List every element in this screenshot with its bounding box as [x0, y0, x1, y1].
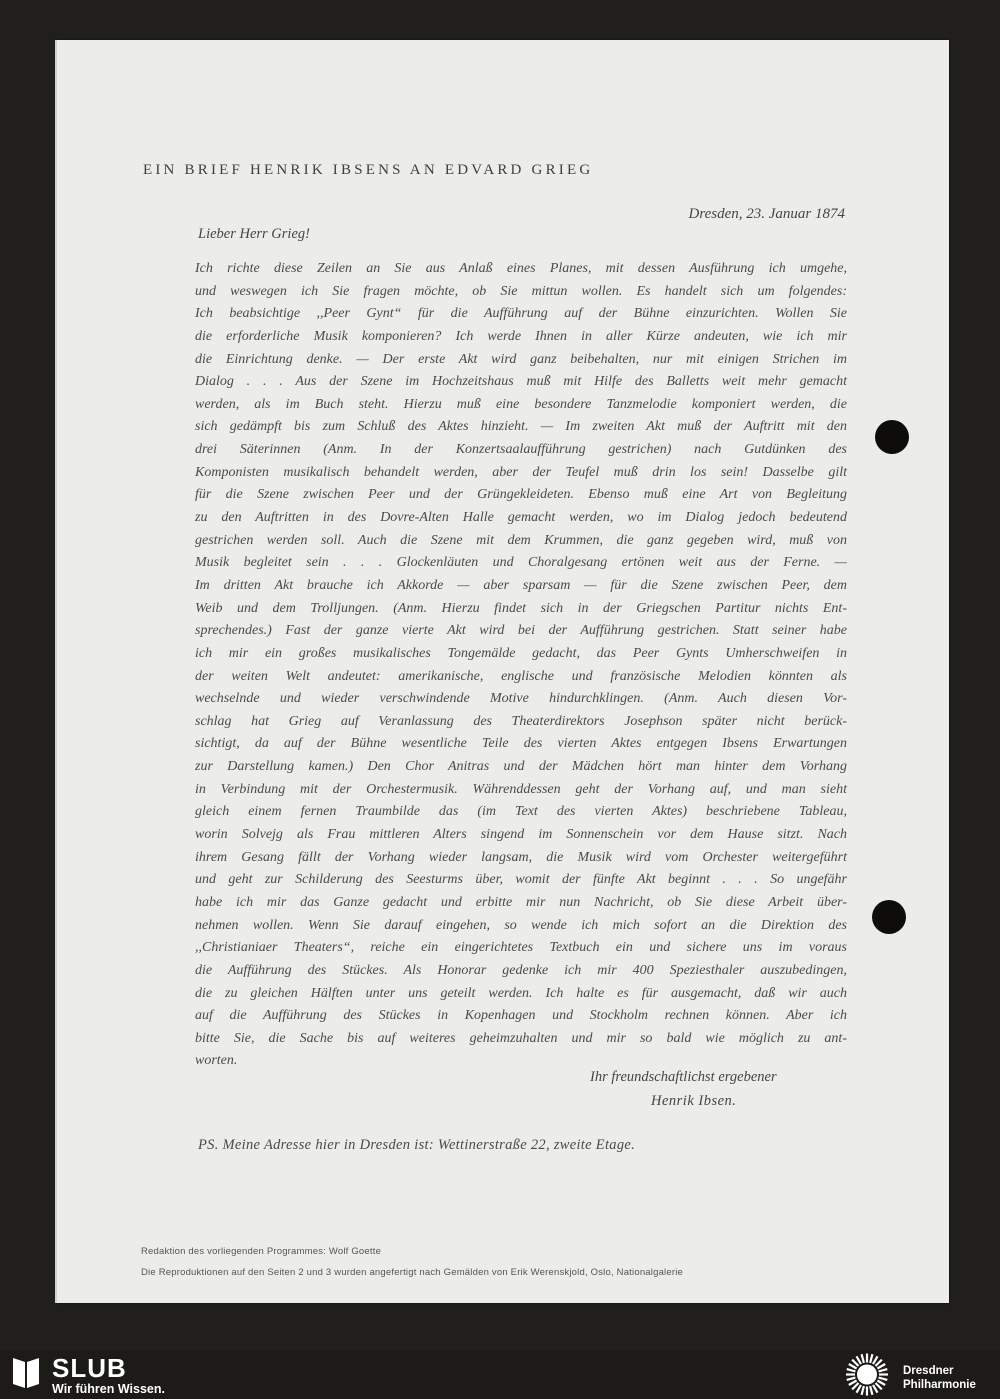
letter-line: Komponisten musikalisch behandelt werden, aber der Teufel muß drin los sein! Dasselbe gilt	[195, 464, 847, 480]
letter-line: worin Solvejg als Frau mittleren Alters singend im Sonnenschein vor dem Hause sitzt. Nach	[195, 827, 847, 843]
letter-postscript: PS. Meine Adresse hier in Dresden ist: Wettinerstraße 22, zweite Etage.	[198, 1137, 636, 1153]
letter-line: wechselnde und wieder verschwindende Motive hindurchklingen. (Anm. Auch diesen Vor-	[195, 691, 847, 707]
letter-line: zu den Auftritten in des Dovre-Alten Halle gemacht werden, wo im Dialog jedoch bedeutend	[195, 510, 847, 526]
letter-line: ihrem Gesang fällt der Vorhang wieder langsam, die Musik wird vom Orchester weitergeführt	[195, 849, 847, 865]
book-icon	[11, 1354, 41, 1390]
letter-line: die erforderliche Musik komponieren? Ich werde Ihnen in aller Kürze andeuten, wie ich mir	[195, 328, 847, 344]
philharmonie-name-line2: Philharmonie	[903, 1379, 976, 1391]
reproduction-credit: Die Reproduktionen auf den Seiten 2 und 3 wurden angefertigt nach Gemälden von Erik Werenskjold, Oslo, Nationalgalerie	[141, 1267, 684, 1278]
letter-date: Dresden, 23. Januar 1874	[688, 206, 845, 222]
letter-line: für die Szene zwischen Peer und der Grüngekleideten. Ebenso muß eine Art von Begleitung	[195, 487, 847, 503]
footer-bar	[0, 1350, 1000, 1399]
slub-tagline: Wir führen Wissen.	[52, 1382, 165, 1396]
slub-name: SLUB	[52, 1353, 127, 1383]
letter-body	[195, 258, 847, 1073]
punch-hole	[875, 420, 909, 454]
letter-signature: Henrik Ibsen.	[651, 1093, 737, 1109]
letter-line: die zu gleichen Hälften unter uns geteilt werden. Ich halte es für ausgemacht, daß wir auch	[195, 985, 847, 1001]
letter-line: die Einrichtung denke. — Der erste Akt wird ganz beibehalten, nur mit einigen Strichen im	[195, 351, 847, 367]
page-title: EIN BRIEF HENRIK IBSENS AN EDVARD GRIEG	[143, 162, 594, 178]
letter-line: bitte Sie, die Sache bis auf weiteres geheimzuhalten und mir so bald wie möglich zu ant-	[195, 1030, 847, 1046]
letter-line: ,,Christianiaer Theaters“, reiche ein eingerichtetes Textbuch ein und sichere uns im voraus	[195, 940, 847, 956]
sunburst-logo	[840, 1351, 894, 1398]
letter-line: sich gedämpft bis zum Schluß des Aktes hinzieht. — Im zweiten Akt muß der Auftritt mit den	[195, 419, 847, 435]
letter-line: Ich beabsichtige ,,Peer Gynt“ für die Aufführung auf der Bühne einzurichten. Wollen Sie	[195, 306, 847, 322]
philharmonie-name	[903, 1364, 976, 1392]
letter-line: sichtigt, da auf der Bühne wesentliche Teile des vierten Aktes entgegen Ibsens Erwartungen	[195, 736, 847, 752]
letter-line: werden, als im Buch steht. Hierzu muß eine besondere Tanzmelodie komponiert werden, die	[195, 396, 847, 412]
letter-line: Im dritten Akt brauche ich Akkorde — aber sparsam — für die Szene zwischen Peer, dem	[195, 577, 847, 593]
letter-line: und weswegen ich Sie fragen möchte, ob Sie mittun wollen. Es handelt sich um folgendes:	[195, 283, 847, 299]
letter-line: nehmen wollen. Wenn Sie darauf eingehen, so wende ich mich sofort an die Direktion des	[195, 917, 847, 933]
letter-line: Ich richte diese Zeilen an Sie aus Anlaß eines Planes, mit dessen Ausführung ich umgehe,	[195, 261, 847, 276]
letter-page	[57, 40, 949, 1303]
letter-line: sprechendes.) Fast der ganze vierte Akt wird bei der Aufführung gestrichen. Statt seiner habe	[195, 623, 847, 639]
letter-line: gleich einem fernen Traumbilde das (im Text des vierten Aktes) beschriebene Tableau,	[195, 804, 847, 820]
letter-line: habe ich mir das Ganze gedacht und erbitte mir nun Nachricht, ob Sie diese Arbeit über-	[195, 894, 847, 910]
letter-line: gestrichen werden soll. Auch die Szene mit dem Krummen, die ganz gegeben wird, muß von	[195, 532, 847, 548]
letter-line: auf die Aufführung des Stückes in Kopenhagen und Stockholm rechnen können. Aber ich	[195, 1008, 847, 1024]
letter-line: zur Darstellung kamen.) Den Chor Anitras und der Mädchen hört man hinter dem Vorhang	[195, 759, 847, 775]
punch-hole	[872, 900, 906, 934]
letter-line: Dialog . . . Aus der Szene im Hochzeitshaus muß mit Hilfe des Balletts weit mehr gemacht	[195, 374, 847, 390]
letter-line: drei Säterinnen (Anm. In der Konzertsaalaufführung gestrichen) nach Gutdünken des	[195, 442, 847, 458]
philharmonie-name-line1: Dresdner	[903, 1365, 954, 1377]
letter-line: Weib und dem Trolljungen. (Anm. Hierzu findet sich in der Griegschen Partitur nichts Ent-	[195, 600, 847, 616]
letter-line: schlag hat Grieg auf Veranlassung des Theaterdirektors Josephson später nicht berück-	[195, 713, 847, 729]
letter-line: der weiten Welt andeutet: amerikanische, englische und französische Melodien könnten als	[195, 668, 847, 684]
letter-salutation: Lieber Herr Grieg!	[198, 226, 310, 242]
letter-line: und geht zur Schilderung des Seesturms über, womit der fünfte Akt beginnt . . . So ungefähr	[195, 872, 847, 888]
letter-line: Musik begleitet sein . . . Glockenläuten und Choralgesang ertönen weit aus der Ferne. —	[195, 555, 847, 571]
editor-credit: Redaktion des vorliegenden Programmes: Wolf Goette	[141, 1246, 382, 1257]
letter-line: worten.	[195, 1053, 238, 1069]
letter-line: in Verbindung mit der Orchestermusik. Währenddessen geht der Vorhang auf, und man sieht	[195, 781, 847, 797]
letter-line: die Aufführung des Stückes. Als Honorar gedenke ich mir 400 Speziesthaler auszubedingen,	[195, 962, 847, 978]
letter-closing: Ihr freundschaftlichst ergebener	[590, 1069, 777, 1085]
letter-line: ich mir ein großes musikalisches Tongemälde gedacht, das Peer Gynts Umherschweifen in	[195, 645, 847, 661]
